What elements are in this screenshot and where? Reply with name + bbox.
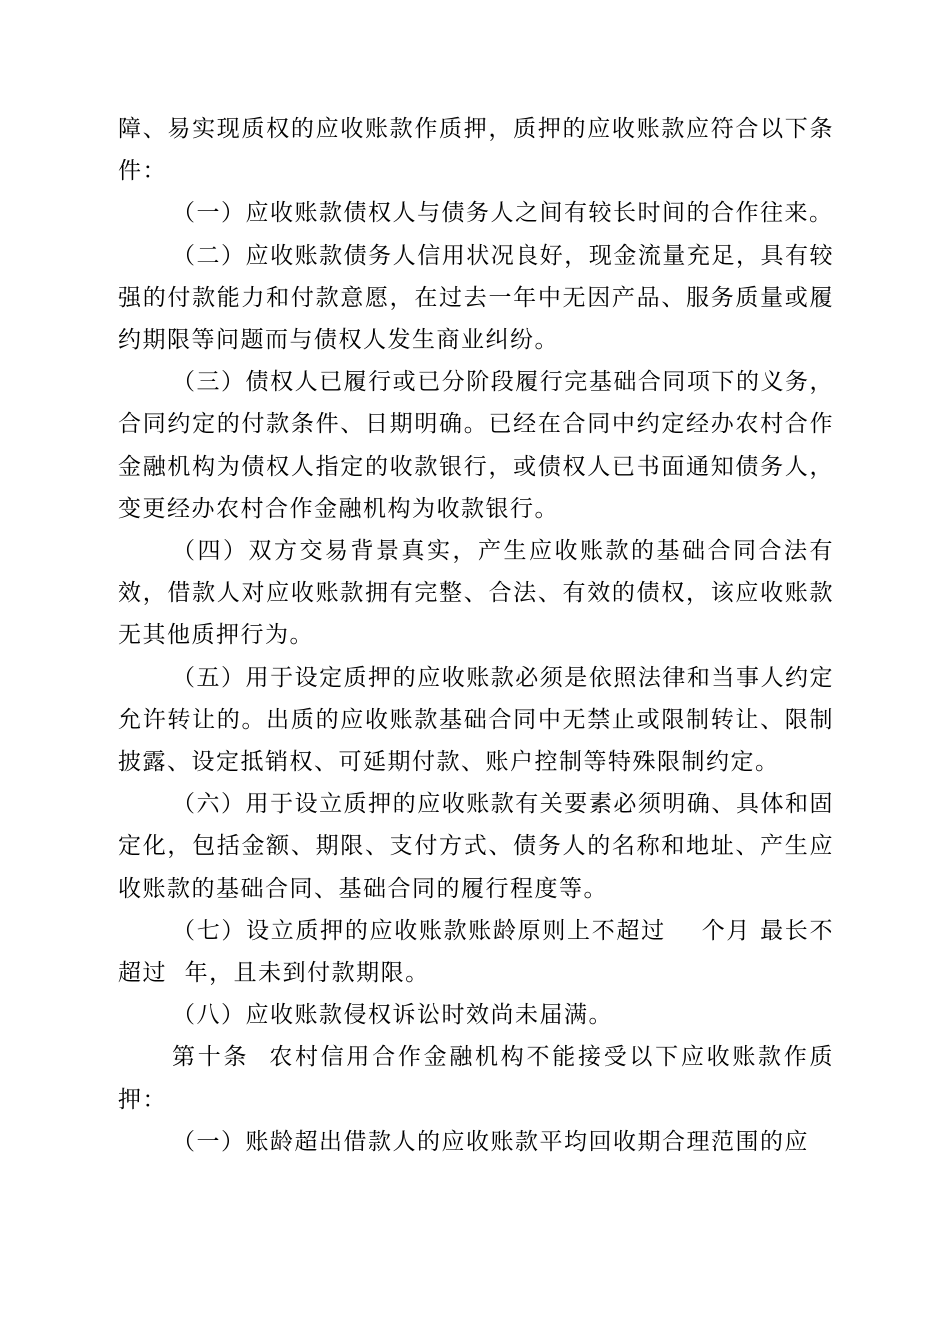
paragraph-condition-2: （二）应收账款债务人信用状况良好，现金流量充足，具有较强的付款能力和付款意愿，在过去一年中无因产品、服务质量或履约期限等问题而与债权人发生商业纠纷。 (118, 242, 834, 354)
paragraph-condition-5: （五）用于设定质押的应收账款必须是依照法律和当事人约定允许转让的。出质的应收账款基础合同中无禁止或限制转让、限制披露、设定抵销权、可延期付款、账户控制等特殊限制约定。 (118, 664, 834, 776)
paragraph-exclusion-1: （一）账龄超出借款人的应收账款平均回收期合理范围的应 (172, 1128, 809, 1155)
paragraph-condition-8: （八）应收账款侵权诉讼时效尚未届满。 (172, 1002, 613, 1029)
document-body (118, 108, 834, 1163)
paragraph-condition-4: （四）双方交易背景真实，产生应收账款的基础合同合法有效，借款人对应收账款拥有完整、合法、有效的债权，该应收账款无其他质押行为。 (118, 538, 834, 649)
paragraph-article-10: 第十条 农村信用合作金融机构不能接受以下应收账款作质押： (118, 1044, 834, 1113)
paragraph-condition-3: （三）债权人已履行或已分阶段履行完基础合同项下的义务，合同约定的付款条件、日期明确。已经在合同中约定经办农村合作金融机构为债权人指定的收款银行，或债权人已书面通知债务人，变更经办农村合作金融机构为收款银行。 (118, 369, 834, 522)
paragraph-condition-1: （一）应收账款债权人与债务人之间有较长时间的合作往来。 (172, 200, 834, 227)
paragraph-condition-7: （七）设立质押的应收账款账龄原则上不超过 个月 最长不超过 年，且未到付款期限。 (118, 917, 834, 987)
paragraph-conditions-intro: 障、易实现质权的应收账款作质押，质押的应收账款应符合以下条件： (118, 116, 834, 185)
paragraph-condition-6: （六）用于设立质押的应收账款有关要素必须明确、具体和固定化，包括金额、期限、支付方式、债务人的名称和地址、产生应收账款的基础合同、基础合同的履行程度等。 (118, 791, 834, 902)
